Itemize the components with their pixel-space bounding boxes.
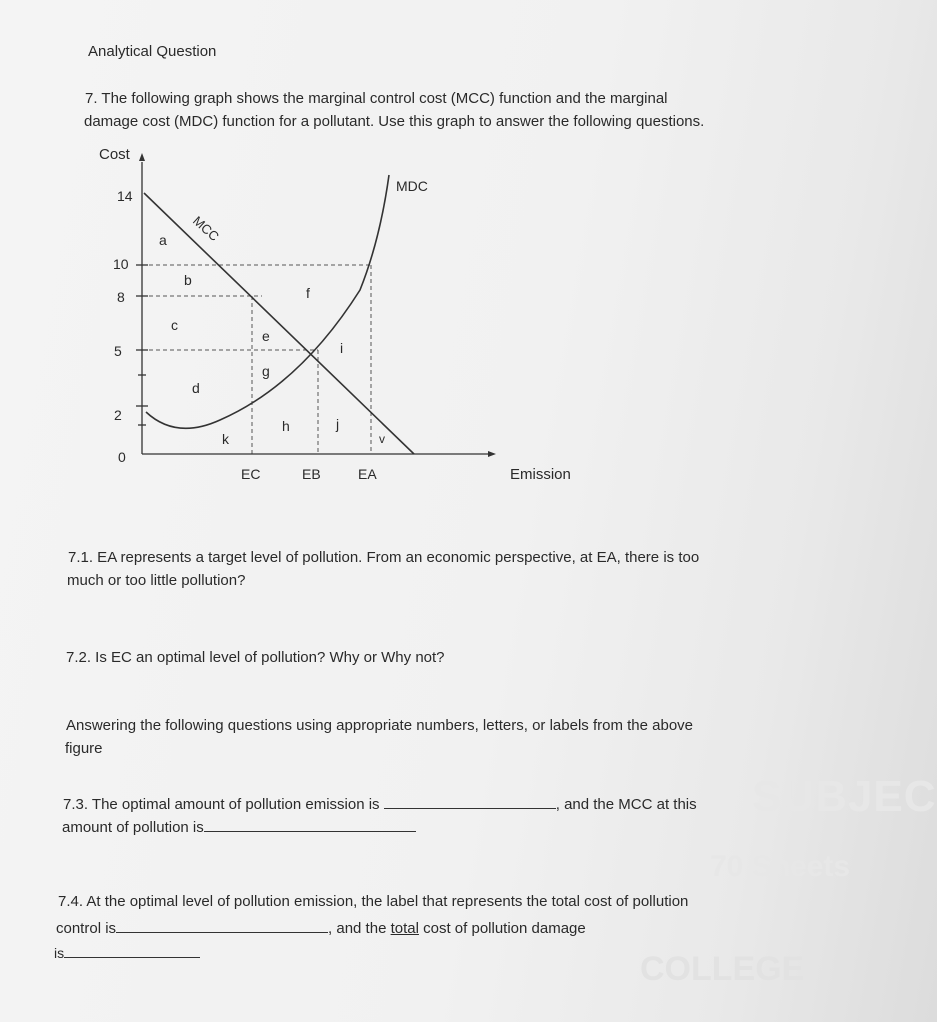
question-7-4-line3 [54, 943, 200, 961]
control-cost-answer-blank[interactable] [116, 918, 328, 933]
question-7-4-text-c: cost of pollution damage [423, 920, 586, 937]
question-7-2: 7.2. Is EC an optimal level of pollution? Why or Why not? [66, 649, 445, 666]
y-label-10: 10 [113, 256, 129, 272]
area-label-v: v [379, 432, 385, 446]
area-label-b: b [184, 272, 192, 288]
notebook-watermark-sheets: 70 Sheets [710, 850, 851, 883]
optimal-emission-answer-blank[interactable] [384, 794, 556, 809]
area-label-j: j [336, 416, 340, 432]
area-label-e: e [262, 328, 270, 344]
area-label-k: k [222, 431, 229, 447]
x-label-eb: EB [302, 466, 321, 482]
question-7-4-text-total: total [390, 920, 419, 937]
question-7-4-line1: 7.4. At the optimal level of pollution emission, the label that represents the total cost of pollution [58, 893, 689, 910]
damage-cost-answer-blank[interactable] [64, 943, 200, 958]
area-label-d: d [192, 380, 200, 396]
mdc-curve-label: MDC [396, 178, 428, 194]
y-axis-arrow [139, 153, 145, 161]
instruction-line1: Answering the following questions using appropriate numbers, letters, or labels from the above [66, 717, 694, 734]
mcc-mdc-chart [0, 0, 914, 520]
y-axis-title: Cost [99, 146, 130, 163]
section-heading: Analytical Question [88, 43, 217, 60]
question-7-4-line2 [56, 918, 586, 937]
x-axis-title: Emission [510, 466, 571, 483]
y-label-0: 0 [118, 449, 126, 465]
mcc-answer-blank[interactable] [204, 817, 416, 832]
x-label-ea: EA [358, 466, 377, 482]
area-label-f: f [306, 285, 310, 301]
question-7-4-text-b: , and the [328, 920, 387, 937]
mcc-curve-label: MCC [189, 213, 223, 245]
area-label-c: c [171, 317, 178, 333]
notebook-watermark-college: COLLEGE [640, 950, 805, 988]
instruction-line2: figure [65, 740, 103, 757]
notebook-watermark-subject: SUBJEC [752, 772, 937, 821]
question-7-4-text-d: is [54, 945, 65, 961]
question-7-3-text-b: , and the MCC at this [555, 796, 697, 813]
x-axis-arrow [488, 451, 496, 457]
question-7-text-line2: damage cost (MDC) function for a pollutant. Use this graph to answer the following questions. [84, 113, 705, 130]
area-label-i: i [340, 340, 344, 356]
mcc-line [144, 193, 414, 454]
question-7-text-line1: 7. The following graph shows the marginal control cost (MCC) function and the marginal [85, 90, 668, 107]
question-7-3-text-c: amount of pollution is [62, 819, 204, 836]
area-label-h: h [282, 418, 290, 434]
y-label-5: 5 [114, 343, 122, 359]
y-label-2: 2 [114, 407, 122, 423]
mdc-curve [146, 175, 389, 428]
y-label-8: 8 [117, 289, 125, 305]
question-7-4-text-a: control is [56, 920, 117, 937]
question-7-1-line1: 7.1. EA represents a target level of pollution. From an economic perspective, at EA, there is too [68, 549, 700, 566]
question-7-3-line2 [62, 817, 416, 836]
x-label-ec: EC [241, 466, 261, 482]
area-label-g: g [262, 363, 270, 379]
question-7-3-line1 [63, 794, 697, 813]
question-7-1-line2: much or too little pollution? [67, 572, 246, 589]
y-label-14: 14 [117, 188, 133, 204]
area-label-a: a [159, 232, 167, 248]
question-7-3-text-a: 7.3. The optimal amount of pollution emission is [63, 796, 380, 813]
